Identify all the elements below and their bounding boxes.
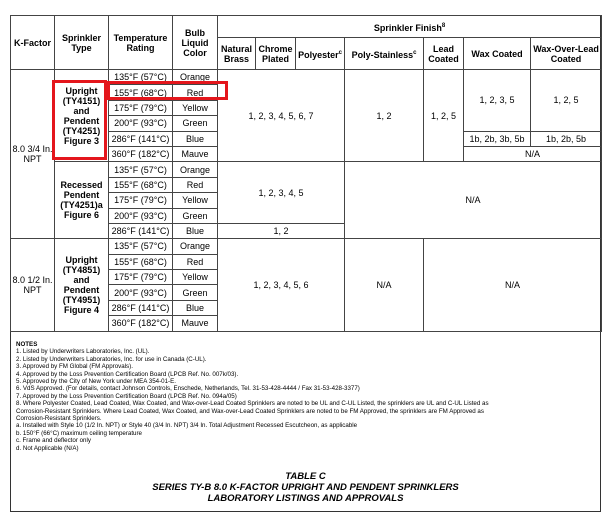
type-upright-pendent-ty4851: Upright (TY4851) and Pendent (TY4951) Figure 4: [55, 239, 109, 331]
g1-wax-over-lead-286: 1b, 2b, 5b: [531, 131, 602, 146]
listings-table: [10, 15, 602, 332]
header-poly-stainless-sup: c: [413, 49, 417, 56]
note-line: 3. Approved by FM Global (FM Approvals).: [16, 363, 133, 371]
bulb-color-cell: Red: [173, 254, 218, 269]
highlight-box-155-red: [107, 81, 228, 100]
notes-block: [16, 341, 596, 452]
g2-brass-chrome-polyester: 1, 2, 3, 4, 5: [218, 162, 345, 224]
temp-cell: 286°F (141°C): [109, 223, 173, 238]
header-sprinkler-finish: [218, 16, 602, 38]
header-temperature-rating: Temperature Rating: [109, 16, 173, 70]
note-line: 6. VdS Approved. (For details, contact Johnson Controls, Enschede, Netherlands, Tel. 31-53-428-4444 / Fax 31-53-428-3377): [16, 385, 360, 393]
temp-cell: 200°F (93°C): [109, 208, 173, 223]
bulb-color-cell: Green: [173, 116, 218, 131]
bulb-color-cell: Red: [173, 85, 218, 100]
bulb-color-cell: Blue: [173, 131, 218, 146]
highlight-box-sprinkler-type: [52, 80, 107, 160]
temp-cell: 135°F (57°C): [109, 239, 173, 254]
bulb-color-cell: Mauve: [173, 146, 218, 161]
header-sprinkler-finish-label: Sprinkler Finish: [373, 22, 442, 33]
bulb-color-cell: Orange: [173, 239, 218, 254]
header-wax-coated: Wax Coated: [464, 38, 531, 70]
note-line: 4. Approved by the Loss Prevention Certification Board (LPCB Ref. No. 007k/03).: [16, 370, 239, 378]
note-line: Corrosion-Resistant Sprinklers. Where Lead Coated, Wax Coated, and Wax-over-Lead Coated Sprinklers are noted to be FM Approved, the sprinklers are FM Approved as: [16, 407, 484, 415]
header-polyester-label: Polyester: [298, 49, 339, 60]
bulb-color-cell: Orange: [173, 70, 218, 85]
temp-cell: 155°F (68°C): [109, 177, 173, 192]
type-upright-pendent-ty4151: Upright (TY4151) and Pendent (TY4251) Figure 3: [55, 70, 109, 162]
temp-cell: 135°F (57°C): [109, 162, 173, 177]
bulb-color-cell: Yellow: [173, 270, 218, 285]
temp-cell: 360°F (182°C): [109, 316, 173, 331]
temp-cell: 200°F (93°C): [109, 285, 173, 300]
header-polyester-sup: c: [338, 49, 342, 56]
caption-subtitle: LABORATORY LISTINGS AND APPROVALS: [207, 493, 404, 504]
k-factor-3-4-npt: 8.0 3/4 In. NPT: [11, 70, 55, 239]
g3-lead-wax-na: N/A: [424, 239, 602, 331]
bulb-color-cell: Blue: [173, 223, 218, 238]
g1-wax-over-lead: 1, 2, 5: [531, 70, 602, 132]
header-sprinkler-finish-sup: 8: [441, 22, 446, 29]
temp-cell: 200°F (93°C): [109, 116, 173, 131]
k-factor-1-2-npt: 8.0 1/2 In. NPT: [11, 239, 55, 331]
note-line: 1. Listed by Underwriters Laboratories, Inc. (UL).: [16, 348, 150, 356]
caption-title: SERIES TY-B 8.0 K-FACTOR UPRIGHT AND PENDENT SPRINKLERS: [152, 482, 459, 493]
header-poly-stainless-label: Poly-Stainless: [351, 49, 414, 60]
note-line: b. 150°F (66°C) maximum ceiling temperature: [16, 429, 142, 437]
temp-cell: 135°F (57°C): [109, 70, 173, 85]
temp-cell: 175°F (79°C): [109, 193, 173, 208]
temp-cell: 286°F (141°C): [109, 300, 173, 315]
bulb-color-cell: Red: [173, 177, 218, 192]
temp-cell: 175°F (79°C): [109, 270, 173, 285]
g1-poly-stainless: 1, 2: [345, 70, 424, 162]
note-line: 7. Approved by the Loss Prevention Certification Board (LPCB Ref. No. 094a/05): [16, 392, 237, 400]
notes-heading: NOTES: [16, 341, 38, 348]
header-polyester: [296, 38, 345, 70]
note-line: 8. Where Polyester Coated, Lead Coated, Wax Coated, and Wax-over-Lead Coated Sprinklers are noted to be UL and C-UL Listed, the sprinklers are UL and C-UL Listed as: [16, 400, 489, 408]
g1-lead-coated: 1, 2, 5: [424, 70, 464, 162]
header-natural-brass: Natural Brass: [218, 38, 256, 70]
header-poly-stainless: [345, 38, 424, 70]
bulb-color-cell: Mauve: [173, 316, 218, 331]
temp-cell: 175°F (79°C): [109, 100, 173, 115]
header-chrome-plated: Chrome Plated: [256, 38, 296, 70]
note-line: Corrosion-Resistant Sprinklers.: [16, 415, 102, 423]
table-caption: [10, 471, 601, 504]
note-line: d. Not Applicable (N/A): [16, 444, 79, 452]
bulb-color-cell: Orange: [173, 162, 218, 177]
header-bulb-liquid-color: Bulb Liquid Color: [173, 16, 218, 70]
bulb-color-cell: Blue: [173, 300, 218, 315]
g1-wax-coated-286: 1b, 2b, 3b, 5b: [464, 131, 531, 146]
temp-cell: 155°F (68°C): [109, 85, 173, 100]
g1-brass-chrome-polyester: 1, 2, 3, 4, 5, 6, 7: [218, 70, 345, 162]
header-lead-coated: Lead Coated: [424, 38, 464, 70]
bulb-color-cell: Green: [173, 285, 218, 300]
type-recessed-pendent: Recessed Pendent (TY4251)a Figure 6: [55, 162, 109, 239]
temp-cell: 286°F (141°C): [109, 131, 173, 146]
bulb-color-cell: Yellow: [173, 100, 218, 115]
temp-cell: 155°F (68°C): [109, 254, 173, 269]
temp-cell: 360°F (182°C): [109, 146, 173, 161]
g1-wax-na: N/A: [464, 146, 602, 161]
bulb-color-cell: Green: [173, 208, 218, 223]
g3-poly-stainless: N/A: [345, 239, 424, 331]
g2-blue-listings: 1, 2: [218, 223, 345, 238]
note-line: 5. Approved by the City of New York under MEA 354-01-E.: [16, 378, 176, 386]
g2-finish-na: N/A: [345, 162, 602, 239]
header-k-factor: K-Factor: [11, 16, 55, 70]
bulb-color-cell: Yellow: [173, 193, 218, 208]
g1-wax-coated: 1, 2, 3, 5: [464, 70, 531, 132]
note-line: a. Installed with Style 10 (1/2 In. NPT) or Style 40 (3/4 In. NPT) 3/4 In. Total Adjustment Recessed Escutcheon, as applicable: [16, 422, 358, 430]
note-line: c. Frame and deflector only: [16, 437, 91, 445]
note-line: 2. Listed by Underwriters Laboratories, Inc. for use in Canada (C-UL).: [16, 355, 207, 363]
header-sprinkler-type: Sprinkler Type: [55, 16, 109, 70]
caption-table-number: TABLE C: [285, 471, 326, 482]
g3-brass-chrome-polyester: 1, 2, 3, 4, 5, 6: [218, 239, 345, 331]
header-wax-over-lead: Wax-Over-Lead Coated: [531, 38, 602, 70]
